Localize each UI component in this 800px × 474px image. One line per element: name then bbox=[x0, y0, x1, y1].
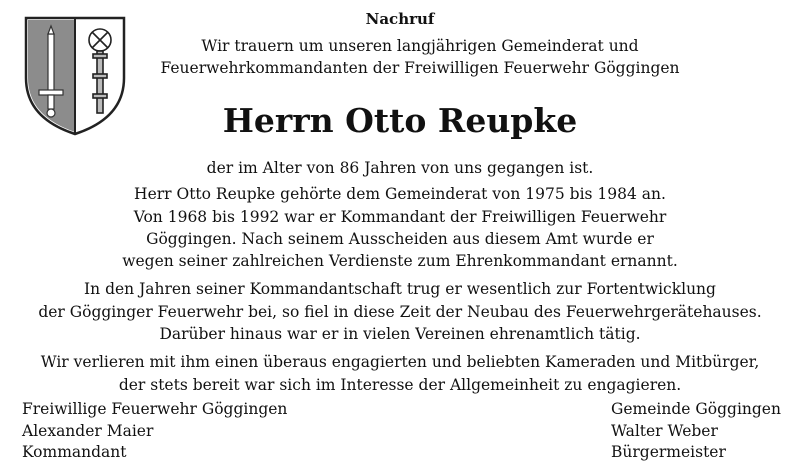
deceased-name: Herrn Otto Reupke bbox=[222, 101, 578, 140]
text-line: In den Jahren seiner Kommandantschaft trug er wesentlich zur Fortentwicklung bbox=[84, 280, 716, 299]
intro-line: Feuerwehrkommandanten der Freiwilligen Feuerwehr Göggingen bbox=[160, 59, 680, 77]
text-line: Wir verlieren mit ihm einen überaus engagierten und beliebten Kameraden und Mitbürger, bbox=[40, 353, 760, 372]
paragraph-achievements bbox=[0, 278, 800, 345]
signature-fire-department bbox=[22, 399, 287, 464]
text-line: Von 1968 bis 1992 war er Kommandant der Freiwilligen Feuerwehr bbox=[133, 207, 667, 226]
paragraph-age bbox=[0, 157, 800, 179]
obituary-body bbox=[0, 157, 800, 402]
signature-person: Alexander Maier bbox=[22, 421, 154, 440]
signature-org: Freiwillige Feuerwehr Göggingen bbox=[22, 400, 288, 418]
obituary-heading: Nachruf bbox=[365, 10, 435, 28]
signature-municipality bbox=[611, 399, 781, 464]
text-line: Göggingen. Nach seinem Ausscheiden aus diesem Amt wurde er bbox=[146, 229, 654, 248]
paragraph-farewell bbox=[0, 351, 800, 396]
text-line: Herr Otto Reupke gehörte dem Gemeinderat von 1975 bis 1984 an. bbox=[134, 185, 666, 204]
text-line: der stets bereit war sich im Interesse der Allgemeinheit zu engagieren. bbox=[118, 375, 682, 394]
intro-text bbox=[120, 35, 720, 79]
text-line: der im Alter von 86 Jahren von uns gegangen ist. bbox=[206, 159, 594, 177]
signature-org: Gemeinde Göggingen bbox=[611, 400, 781, 418]
text-line: wegen seiner zahlreichen Verdienste zum Ehrenkommandant ernannt. bbox=[122, 252, 678, 271]
intro-line: Wir trauern um unseren langjährigen Gemeinderat und bbox=[201, 37, 639, 55]
text-line: der Gögginger Feuerwehr bei, so fiel in diese Zeit der Neubau des Feuerwehrgerätehauses. bbox=[38, 302, 762, 321]
signature-role: Kommandant bbox=[22, 443, 127, 461]
paragraph-career bbox=[0, 183, 800, 272]
signature-person: Walter Weber bbox=[611, 421, 718, 440]
signature-role: Bürgermeister bbox=[611, 443, 726, 461]
text-line: Darüber hinaus war er in vielen Vereinen ehrenamtlich tätig. bbox=[159, 325, 641, 344]
